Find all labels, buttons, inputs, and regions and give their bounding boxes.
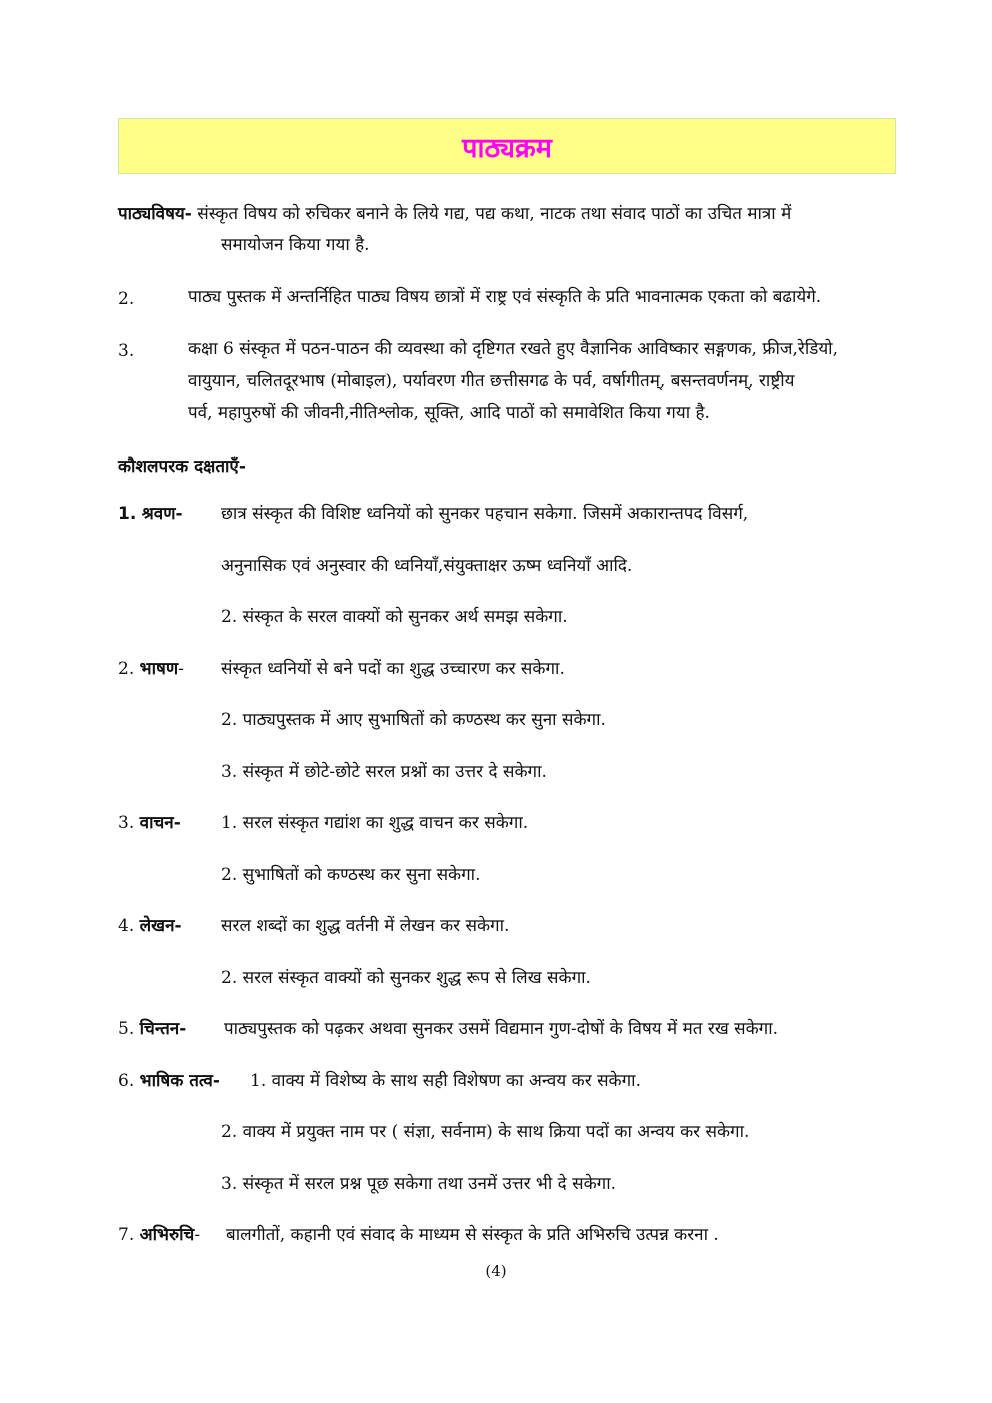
skill-chintan-label: चिन्तन- <box>139 1019 187 1039</box>
point-2-number: 2. <box>118 289 135 309</box>
point-3-line-2: वायुयान, चलितदूरभाष (मोबाइल), पर्यावरण गीत छत्तीसगढ के पर्व, वर्षागीतम्, बसन्तवर्णनम्, राष्ट्रीय <box>188 371 795 391</box>
subject-label: पाठ्यविषय- <box>118 204 192 224</box>
skill-chintan-number: 5. <box>118 1019 135 1039</box>
skill-lekhan-label: लेखन- <box>139 916 182 936</box>
point-3-number: 3. <box>118 341 135 361</box>
skill-bhashan-line-2: 2. पाठ्यपुस्तक में आए सुभाषितों को कण्ठस्थ कर सुना सकेगा. <box>221 710 606 730</box>
skill-shravan-number: 1. <box>118 504 137 524</box>
skill-vachan <box>118 808 181 838</box>
page-title: पाठ्यक्रम <box>462 132 552 164</box>
point-3-line-3: पर्व, महापुरुषों की जीवनी,नीतिश्लोक, सूक्ति, आदि पाठों को समावेशित किया गया है. <box>188 403 710 423</box>
skill-abhiruchi-line-1: बालगीतों, कहानी एवं संवाद के माध्यम से संस्कृत के प्रति अभिरुचि उत्पन्न करना . <box>226 1225 719 1245</box>
skill-bhashik-number: 6. <box>118 1071 135 1091</box>
skill-chintan-line-1: पाठ्यपुस्तक को पढ़कर अथवा सुनकर उसमें विद्यमान गुण-दोषों के विषय में मत रख सकेगा. <box>224 1019 779 1039</box>
skill-bhashan-dash: - <box>178 659 184 679</box>
title-banner <box>118 118 896 174</box>
skill-vachan-line-2: 2. सुभाषितों को कण्ठस्थ कर सुना सकेगा. <box>221 865 481 885</box>
skill-bhashik-label: भाषिक तत्व- <box>139 1071 220 1091</box>
skill-vachan-number: 3. <box>118 813 135 833</box>
skills-heading: कौशलपरक दक्षताएँ- <box>118 457 246 477</box>
skill-lekhan-line-2: 2. सरल संस्कृत वाक्यों को सुनकर शुद्ध रूप से लिख सकेगा. <box>221 968 591 988</box>
skill-shravan-line-2: अनुनासिक एवं अनुस्वार की ध्वनियाँ,संयुक्ताक्षर ऊष्म ध्वनियाँ आदि. <box>221 556 633 576</box>
skill-bhashik <box>118 1066 220 1096</box>
skill-abhiruchi-label: अभिरुचि <box>139 1225 195 1245</box>
skill-abhiruchi-number: 7. <box>118 1225 135 1245</box>
subject-paragraph <box>118 199 791 229</box>
skill-chintan <box>118 1014 186 1044</box>
skill-shravan-label: श्रवण- <box>141 504 183 524</box>
point-2-text: पाठ्य पुस्तक में अन्तर्निहित पाठ्य विषय छात्रों में राष्ट्र एवं संस्कृति के प्रति भावनात्मक एकता को बढायेगे. <box>188 287 822 307</box>
skill-bhashan-label: भाषण <box>139 659 179 679</box>
skill-vachan-line-1: 1. सरल संस्कृत गद्यांश का शुद्ध वाचन कर सकेगा. <box>221 813 529 833</box>
skill-bhashan-number: 2. <box>118 659 135 679</box>
skill-shravan <box>118 499 183 529</box>
skill-bhashan-line-1: संस्कृत ध्वनियों से बने पदों का शुद्ध उच्चारण कर सकेगा. <box>221 659 565 679</box>
skill-shravan-line-1: छात्र संस्कृत की विशिष्ट ध्वनियों को सुनकर पहचान सकेगा. जिसमें अकारान्तपद विसर्ग, <box>221 504 749 524</box>
skill-lekhan-line-1: सरल शब्दों का शुद्ध वर्तनी में लेखन कर सकेगा. <box>221 916 510 936</box>
subject-line-2: समायोजन किया गया है. <box>221 235 370 255</box>
skill-lekhan-number: 4. <box>118 916 135 936</box>
skill-shravan-line-3: 2. संस्कृत के सरल वाक्यों को सुनकर अर्थ समझ सकेगा. <box>221 607 568 627</box>
page-number: (4) <box>485 1262 507 1280</box>
skill-abhiruchi-dash: - <box>194 1225 201 1245</box>
skill-bhashan-line-3: 3. संस्कृत में छोटे-छोटे सरल प्रश्नों का उत्तर दे सकेगा. <box>221 762 547 782</box>
skill-vachan-label: वाचन- <box>139 813 181 833</box>
skill-bhashan <box>118 654 184 684</box>
skill-bhashik-line-3: 3. संस्कृत में सरल प्रश्न पूछ सकेगा तथा उनमें उत्तर भी दे सकेगा. <box>221 1174 617 1194</box>
skill-lekhan <box>118 911 182 941</box>
subject-line-1: संस्कृत विषय को रुचिकर बनाने के लिये गद्य, पद्य कथा, नाटक तथा संवाद पाठों का उचित मात्रा में <box>197 204 792 224</box>
skill-bhashik-line-2: 2. वाक्य में प्रयुक्त नाम पर ( संज्ञा, सर्वनाम) के साथ क्रिया पदों का अन्वय कर सकेगा. <box>221 1122 750 1142</box>
skill-abhiruchi <box>118 1220 200 1250</box>
skill-bhashik-line-1: 1. वाक्य में विशेष्य के साथ सही विशेषण का अन्वय कर सकेगा. <box>250 1071 641 1091</box>
point-3-line-1: कक्षा 6 संस्कृत में पठन-पाठन की व्यवस्था को दृष्टिगत रखते हुए वैज्ञानिक आविष्कार सङ्गणक, फ्रीज,रेडियो, <box>188 339 838 359</box>
